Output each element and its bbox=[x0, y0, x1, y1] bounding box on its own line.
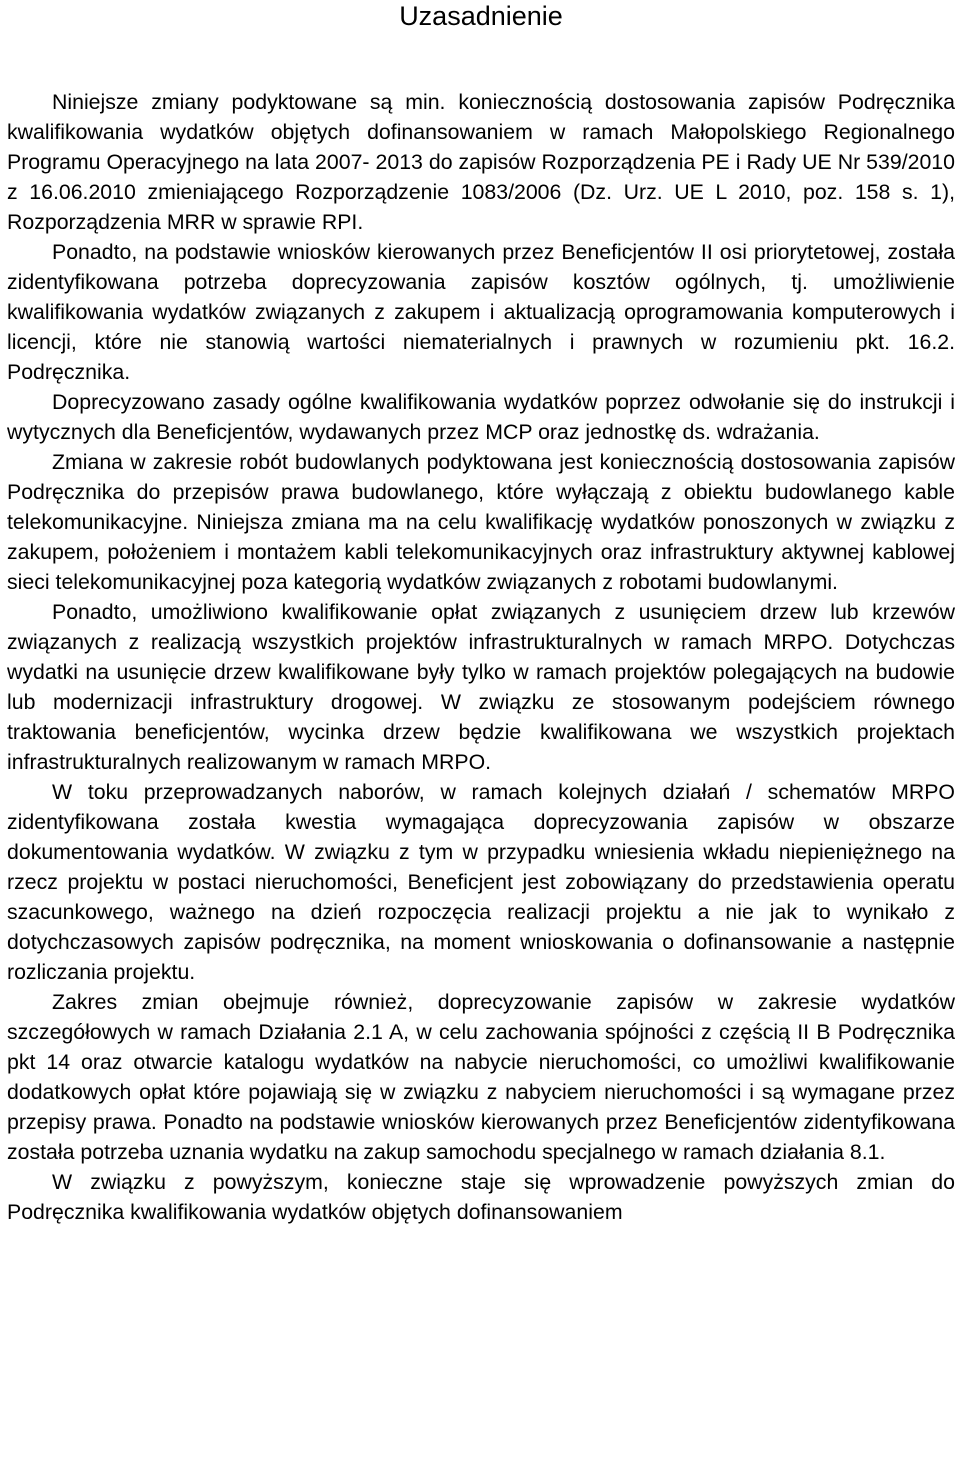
paragraph-4: Zmiana w zakresie robót budowlanych podyktowana jest koniecznością dostosowania zapisów Podręcznika do przepisów prawa budowlanego, które wyłączają z obiektu budowlanego kable telekomunikacyjne. Niniejsza zmiana ma na celu kwalifikację wydatków ponoszonych w związku z zakupem, położeniem i montażem kabli telekomunikacyjnych oraz infrastruktury aktywnej kablowej sieci telekomunikacyjnej poza kategorią wydatków związanych z robotami budowlanymi. bbox=[7, 450, 955, 594]
paragraph-7: Zakres zmian obejmuje również, doprecyzowanie zapisów w zakresie wydatków szczegółowych w ramach Działania 2.1 A, w celu zachowania spójności z częścią II B Podręcznika pkt 14 oraz otwarcie katalogu wydatków na nabycie nieruchomości, co umożliwi kwalifikowanie dodatkowych opłat które pojawiają się w związku z nabyciem nieruchomości i są wymagane przez przepisy prawa. Ponadto na podstawie wniosków kierowanych przez Beneficjentów zidentyfikowana została potrzeba uznania wydatku na zakup samochodu specjalnego w ramach działania 8.1. bbox=[7, 990, 955, 1164]
document-title: Uzasadnienie bbox=[399, 1, 563, 31]
paragraph-5: Ponadto, umożliwiono kwalifikowanie opłat związanych z usunięciem drzew lub krzewów związanych z realizacją wszystkich projektów infrastrukturalnych w ramach MRPO. Dotychczas wydatki na usunięcie drzew kwalifikowane były tylko w ramach projektów polegających na budowie lub modernizacji infrastruktury drogowej. W związku ze stosowanym podejściem równego traktowania beneficjentów, wycinka drzew będzie kwalifikowana we wszystkich projektach infrastrukturalnych realizowanym w ramach MRPO. bbox=[7, 600, 955, 774]
paragraph-1: Niniejsze zmiany podyktowane są min. koniecznością dostosowania zapisów Podręcznika kwalifikowania wydatków objętych dofinansowaniem w ramach Małopolskiego Regionalnego Programu Operacyjnego na lata 2007- 2013 do zapisów Rozporządzenia PE i Rady UE Nr 539/2010 z 16.06.2010 zmieniającego Rozporządzenie 1083/2006 (Dz. Urz. UE L 2010, poz. 158 s. 1), Rozporządzenia MRR w sprawie RPI. bbox=[7, 90, 955, 234]
document-body bbox=[7, 87, 955, 1227]
paragraph-2: Ponadto, na podstawie wniosków kierowanych przez Beneficjentów II osi priorytetowej, została zidentyfikowana potrzeba doprecyzowania zapisów kosztów ogólnych, tj. umożliwienie kwalifikowania wydatków związanych z zakupem i aktualizacją oprogramowania komputerowych i licencji, które nie stanowią wartości niematerialnych i prawnych w rozumieniu pkt. 16.2. Podręcznika. bbox=[7, 240, 955, 384]
paragraph-3: Doprecyzowano zasady ogólne kwalifikowania wydatków poprzez odwołanie się do instrukcji i wytycznych dla Beneficjentów, wydawanych przez MCP oraz jednostkę ds. wdrażania. bbox=[7, 390, 955, 444]
paragraph-8: W związku z powyższym, konieczne staje się wprowadzenie powyższych zmian do Podręcznika kwalifikowania wydatków objętych dofinansowaniem bbox=[7, 1170, 955, 1224]
document-page bbox=[7, 0, 955, 1227]
paragraph-6: W toku przeprowadzanych naborów, w ramach kolejnych działań / schematów MRPO zidentyfikowana została kwestia wymagająca doprecyzowania zapisów w obszarze dokumentowania wydatków. W związku z tym w przypadku wniesienia wkładu niepieniężnego na rzecz projektu w postaci nieruchomości, Beneficjent jest zobowiązany do przedstawienia operatu szacunkowego, ważnego na dzień rozpoczęcia realizacji projektu a nie jak to wynikało z dotychczasowych zapisów podręcznika, na moment wnioskowania o dofinansowanie a następnie rozliczania projektu. bbox=[7, 780, 955, 984]
